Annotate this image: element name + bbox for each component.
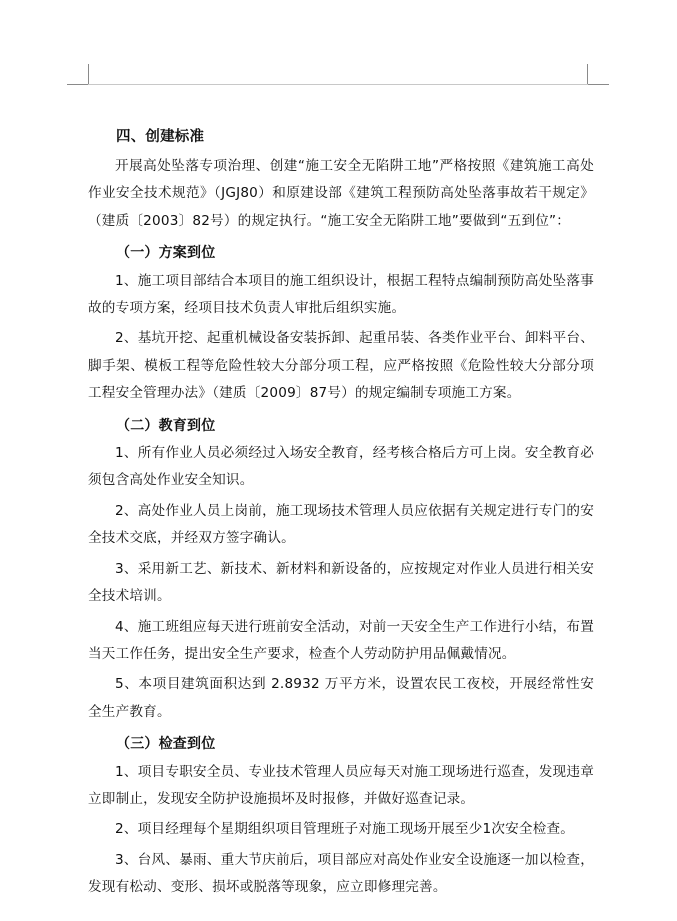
list-item: 2、高处作业人员上岗前，施工现场技术管理人员应依据有关规定进行专门的安全技术交底，并经双方签字确认。 (88, 502, 594, 547)
list-item: 1、施工项目部结合本项目的施工组织设计，根据工程特点编制预防高处坠落事故的专项方案，经项目技术负责人审批后组织实施。 (88, 272, 594, 317)
intro-paragraph: 开展高处坠落专项治理、创建“施工安全无陷阱工地”严格按照《建筑施工高处作业安全技术规范》（JGJ80）和原建设部《建筑工程预防高处坠落事故若干规定》（建质〔2003〕82号）的规定执行。“施工安全无陷阱工地”要做到“五到位”： (88, 158, 594, 229)
list-item: 4、施工班组应每天进行班前安全活动，对前一天安全生产工作进行小结，布置当天工作任务，提出安全生产要求，检查个人劳动防护用品佩戴情况。 (88, 618, 594, 662)
subsection-heading: （二）教育到位 (116, 417, 216, 434)
crop-mark-top-left-h (67, 84, 89, 85)
section-title: 四、创建标准 (116, 129, 205, 145)
list-item: 3、采用新工艺、新技术、新材料和新设备的，应按规定对作业人员进行相关安全技术培训。 (88, 560, 594, 605)
document-body (88, 123, 594, 902)
crop-mark-top-left-v (88, 64, 89, 85)
list-item: 3、台风、暴雨、重大节庆前后，项目部应对高处作业安全设施逐一加以检查，发现有松动、变形、损坏或脱落等现象，应立即修理完善。 (88, 851, 594, 896)
subsection-heading: （三）检查到位 (116, 736, 216, 753)
crop-mark-top-right-v (587, 64, 588, 85)
subsection-heading: （一）方案到位 (116, 245, 216, 262)
header-rule (88, 84, 588, 85)
list-item: 1、所有作业人员必须经过入场安全教育，经考核合格后方可上岗。安全教育必须包含高处作业安全知识。 (88, 445, 594, 489)
list-item: 2、项目经理每个星期组织项目管理班子对施工现场开展至少1次安全检查。 (115, 821, 575, 838)
crop-mark-top-right-h (587, 84, 609, 85)
list-item: 2、基坑开挖、起重机械设备安装拆卸、起重吊装、各类作业平台、卸料平台、脚手架、模板工程等危险性较大分部分项工程，应严格按照《危险性较大分部分项工程安全管理办法》（建质〔2009〕87号）的规定编制专项施工方案。 (88, 330, 594, 402)
list-item: 1、项目专职安全员、专业技术管理人员应每天对施工现场进行巡查，发现违章立即制止，发现安全防护设施损坏及时报修，并做好巡查记录。 (88, 763, 594, 807)
list-item: 5、本项目建筑面积达到 2.8932 万平方米，设置农民工夜校，开展经常性安全生产教育。 (88, 676, 594, 720)
